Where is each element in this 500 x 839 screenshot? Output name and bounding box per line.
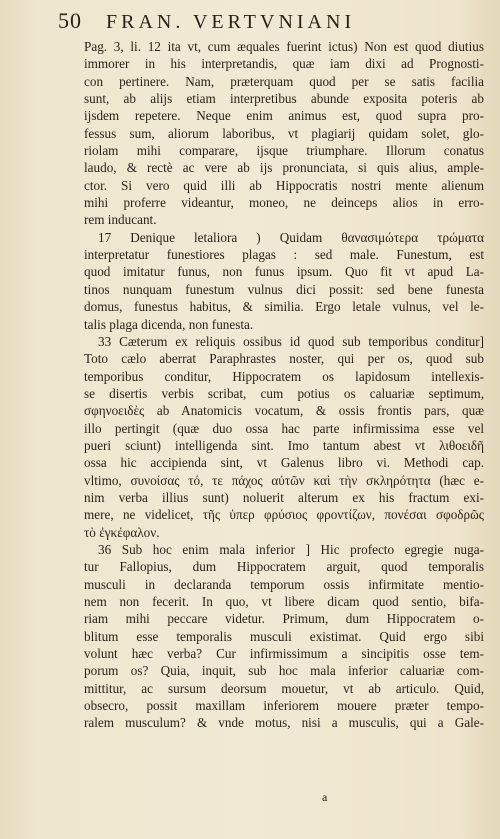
text-line: porum os? Quia, inquit, sub hoc mala inferior caluariæ com- — [84, 663, 484, 679]
text-line: 17 Denique letaliora ) Quidam θανασιμώτερα τρώματα — [98, 229, 484, 245]
body-text — [84, 38, 484, 732]
text-line: σφηνοειδὲς ab Anatomicis vocatum, & ossis frontis pars, quæ — [84, 403, 484, 419]
text-line: vltimo, συνοίσας τό, τε πάχος αὐτῶν καὶ τὴν σκληρότητα (hæc e- — [84, 472, 484, 488]
page-header — [58, 8, 478, 34]
text-line: se disertis verbis scribat, cum potius os caluariæ septimum, — [84, 385, 484, 401]
text-line: illo pertingit (quæ duo ossa hac parte infirmissima esse vel — [84, 420, 484, 436]
page-number: 50 — [58, 8, 82, 33]
text-line: immorer in his interpretandis, quæ iam dixi ad Prognosti- — [84, 56, 484, 72]
text-line: pueri sciunt) intelligenda sint. Imo tantum abest vt λιθοειδῆ — [84, 437, 484, 453]
text-line: volunt hæc verba? Cur infirmissimum a sincipitis osse tem- — [84, 646, 484, 662]
text-line: domus, funestus habitus, & similia. Ergo letale vulnus, vel le- — [84, 299, 484, 315]
text-line: tinos nunquam funestum vulnus dici possit: sed bene funesta — [84, 281, 484, 297]
text-line: nim verba illius sunt) noluerit alterum ex his fractum exi- — [84, 489, 484, 505]
running-title: FRAN. VERTVNIANI — [106, 11, 356, 33]
text-line: musculi in declaranda temporum ossis infirmitate mentio- — [84, 576, 484, 592]
text-line: tur Fallopius, dum Hippocratem arguit, quod temporalis — [84, 559, 484, 575]
text-line: ctor. Si vero quid illi ab Hippocratis nostri mente alienum — [84, 177, 484, 193]
text-line: Pag. 3, li. 12 ita vt, cum æquales fuerint ictus) Non est quod diutius — [84, 39, 484, 54]
text-line: obsecro, possit maxillam inferiorem mouere præter tempo- — [84, 698, 484, 714]
text-line: mittitur, ac sursum deorsum mouetur, vt ab articulo. Quid, — [84, 680, 484, 696]
text-line: 33 Cæterum ex reliquis ossibus id quod sub temporibus conditur] — [98, 333, 484, 349]
text-line: τὸ ἐγκέφαλον. — [84, 524, 160, 540]
text-line: mihi proferre videantur, moneo, ne deinceps alios in erro- — [84, 195, 484, 211]
text-line: 36 Sub hoc enim mala inferior ] Hic profecto egregie nuga- — [98, 541, 484, 557]
text-line: temporibus conditur, Hippocratem os lapidosum intellexis- — [84, 368, 484, 384]
text-line: fessus sum, aliorum laboribus, vt plagiarij quidam solet, glo- — [84, 125, 484, 141]
text-line: quod imitatur funus, non funus ipsum. Quo fit vt apud La- — [84, 264, 484, 280]
text-line: ossa hic accipienda sint, vt Galenus libro vi. Methodi cap. — [84, 455, 484, 471]
text-line: talis plaga dicenda, non funesta. — [84, 316, 254, 332]
text-line: Toto cælo aberrat Paraphrastes noster, qui per os, quod sub — [84, 351, 484, 367]
text-line: riolam mihi comparare, ijsque triumphare. Illorum conatus — [84, 143, 484, 159]
signature-mark: a — [322, 790, 328, 804]
text-line: interpretatur funestiores plagas : sed male. Funestum, est — [84, 247, 484, 263]
text-line: ralem musculum? & vnde motus, nisi a musculis, qui a Gale- — [84, 715, 484, 731]
text-line: sunt, ab alijs etiam interpretibus abunde exposita poteris ab — [84, 91, 484, 107]
text-line: laudo, & rectè ac vere ab ijs pronunciata, si quis alius, ample- — [84, 160, 484, 176]
text-line: mere, ne videlicet, τῆς ὑπερ φρύσιος φροντίζων, πονέσαι σφοδρῶς — [84, 507, 484, 523]
text-line: con pertinere. Nam, præterquam quod per se satis facilia — [84, 73, 484, 89]
text-line: ijsdem repetere. Neque enim animus est, quod supra pro- — [84, 108, 484, 124]
text-line: blitum esse temporalis musculi existimat. Quid ergo sibi — [84, 628, 484, 644]
text-line: riam mihi peccare videtur. Primum, dum Hippocratem o- — [84, 611, 484, 627]
text-line: rem inducant. — [84, 212, 157, 228]
text-line: nem non fecerit. In quo, vt libere dicam quod sentio, bifa- — [84, 594, 484, 609]
